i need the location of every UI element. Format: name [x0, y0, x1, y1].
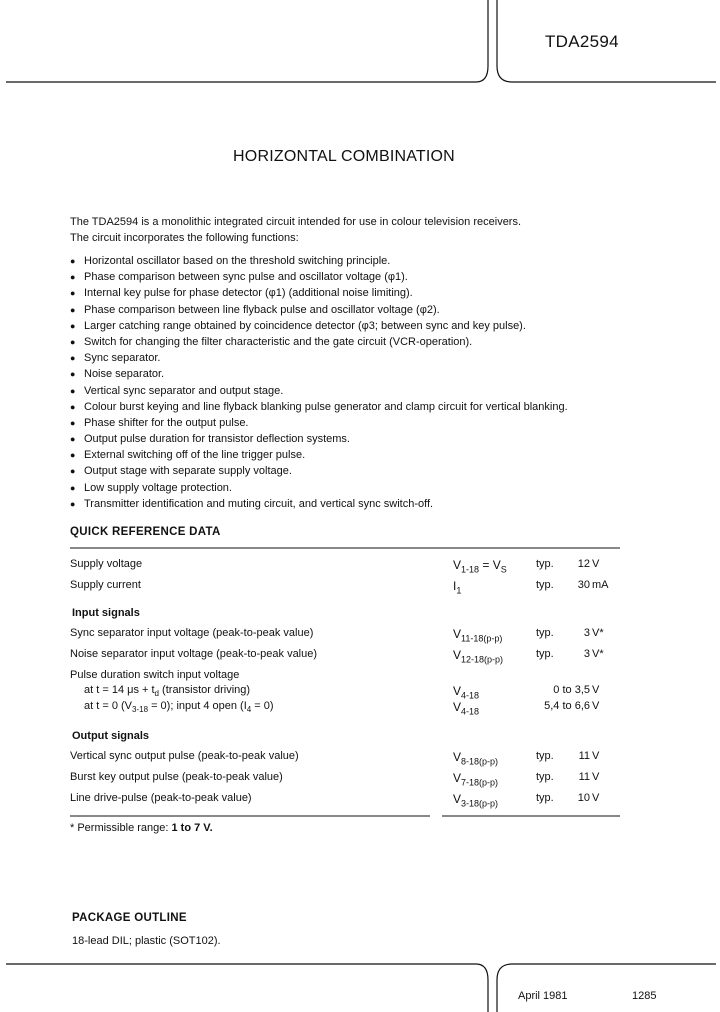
footer-rule-left [6, 964, 488, 1012]
feature-item: ● Horizontal oscillator based on the threshold switching principle. [70, 253, 568, 269]
feature-item: ● Output pulse duration for transistor deflection systems. [70, 431, 568, 447]
row-pulse-duration-heading: Pulse duration switch input voltage [70, 669, 240, 681]
document-title: HORIZONTAL COMBINATION [233, 148, 455, 165]
row-burst-key-output: Burst key output pulse (peak-to-peak value) $V_{7-18(p-p)}$ typ. 11 V [70, 771, 600, 788]
bullet-icon: ● [70, 450, 76, 461]
intro-line-2: The circuit incorporates the following functions: [70, 232, 299, 244]
page-number: 1285 [632, 990, 657, 1002]
symbol: $I_1$ [453, 579, 462, 596]
intro-line-1: The TDA2594 is a monolithic integrated circuit intended for use in colour television receivers. [70, 216, 522, 228]
bullet-icon: ● [70, 272, 76, 283]
symbol: $V_{3-18(p-p)}$ [453, 792, 499, 809]
bullet-icon: ● [70, 498, 76, 509]
bullet-icon: ● [70, 353, 76, 364]
package-outline-text: 18-lead DIL; plastic (SOT102). [72, 935, 221, 947]
row-noise-separator: Noise separator input voltage (peak-to-peak value) $V_{12-18(p-p)}$ typ. 3 V* [70, 648, 604, 665]
footer-date: April 1981 [518, 990, 568, 1002]
part-number: TDA2594 [545, 32, 619, 51]
bullet-icon: ● [70, 385, 76, 396]
symbol: $V_{4-18}$ [453, 700, 480, 717]
feature-item: ● Switch for changing the filter characteristic and the gate circuit (VCR-operation). [70, 334, 568, 350]
row-pulse-duration-2: at t = 0 $(V_{3-18} = 0)$; input 4 open $(I_4 = 0)$ $V_{4-18}$ 5,4 to 6,6 V [84, 700, 600, 717]
output-signals-heading: Output signals [72, 730, 149, 742]
symbol: $V_{1-18} = V_S$ [453, 558, 507, 575]
symbol: $V_{4-18}$ [453, 684, 480, 701]
bullet-icon: ● [70, 434, 76, 445]
feature-item: ● Vertical sync separator and output stage. [70, 383, 568, 399]
quick-reference-heading: QUICK REFERENCE DATA [70, 526, 221, 538]
feature-item: ● Noise separator. [70, 366, 568, 382]
bullet-icon: ● [70, 417, 76, 428]
symbol: $V_{7-18(p-p)}$ [453, 771, 499, 788]
bullet-icon: ● [70, 304, 76, 315]
bullet-icon: ● [70, 401, 76, 412]
row-sync-separator: Sync separator input voltage (peak-to-peak value) $V_{11-18(p-p)}$ typ. 3 V* [70, 627, 604, 644]
bullet-icon: ● [70, 482, 76, 493]
row-supply-voltage: Supply voltage $V_{1-18} = V_S$ typ. 12 V [70, 558, 600, 575]
header-rule-left [6, 0, 488, 82]
input-signals-heading: Input signals [72, 607, 140, 619]
bullet-icon: ● [70, 466, 76, 477]
row-pulse-duration-1: at t = 14 $\mu s + t_d$ (transistor driving) $V_{4-18}$ 0 to 3,5 V [84, 684, 600, 701]
feature-item: ● Phase comparison between line flyback pulse and oscillator voltage (φ2). [70, 302, 568, 318]
symbol: $V_{8-18(p-p)}$ [453, 750, 499, 767]
row-line-drive-pulse: Line drive-pulse (peak-to-peak value) $V_{3-18(p-p)}$ typ. 10 V [70, 792, 600, 809]
feature-item: ● Internal key pulse for phase detector (φ1) (additional noise limiting). [70, 285, 568, 301]
symbol: $V_{12-18(p-p)}$ [453, 648, 504, 665]
feature-item: ● Low supply voltage protection. [70, 480, 568, 496]
bullet-icon: ● [70, 320, 76, 331]
footnote: * Permissible range: 1 to 7 V. [70, 822, 213, 834]
feature-item: ● Larger catching range obtained by coincidence detector (φ3; between sync and key pulse). [70, 318, 568, 334]
package-outline-heading: PACKAGE OUTLINE [72, 912, 187, 924]
row-supply-current: Supply current $I_1$ typ. 30 mA [70, 579, 609, 596]
bullet-icon: ● [70, 288, 76, 299]
feature-item: ● Sync separator. [70, 350, 568, 366]
feature-item: ● Phase comparison between sync pulse and oscillator voltage (φ1). [70, 269, 568, 285]
feature-list [70, 253, 568, 512]
bullet-icon: ● [70, 256, 76, 266]
symbol: $V_{11-18(p-p)}$ [453, 627, 503, 644]
footer-rule-right [497, 964, 716, 1012]
feature-item: ● External switching off of the line trigger pulse. [70, 447, 568, 463]
bullet-icon: ● [70, 369, 76, 380]
feature-item: ● Transmitter identification and muting circuit, and vertical sync switch-off. [70, 496, 568, 512]
bullet-icon: ● [70, 336, 76, 347]
feature-item: ● Colour burst keying and line flyback blanking pulse generator and clamp circuit for vertical blanking. [70, 399, 568, 415]
feature-item: ● Phase shifter for the output pulse. [70, 415, 568, 431]
row-vertical-sync-output: Vertical sync output pulse (peak-to-peak value) $V_{8-18(p-p)}$ typ. 11 V [70, 750, 600, 767]
feature-item: ● Output stage with separate supply voltage. [70, 463, 568, 479]
